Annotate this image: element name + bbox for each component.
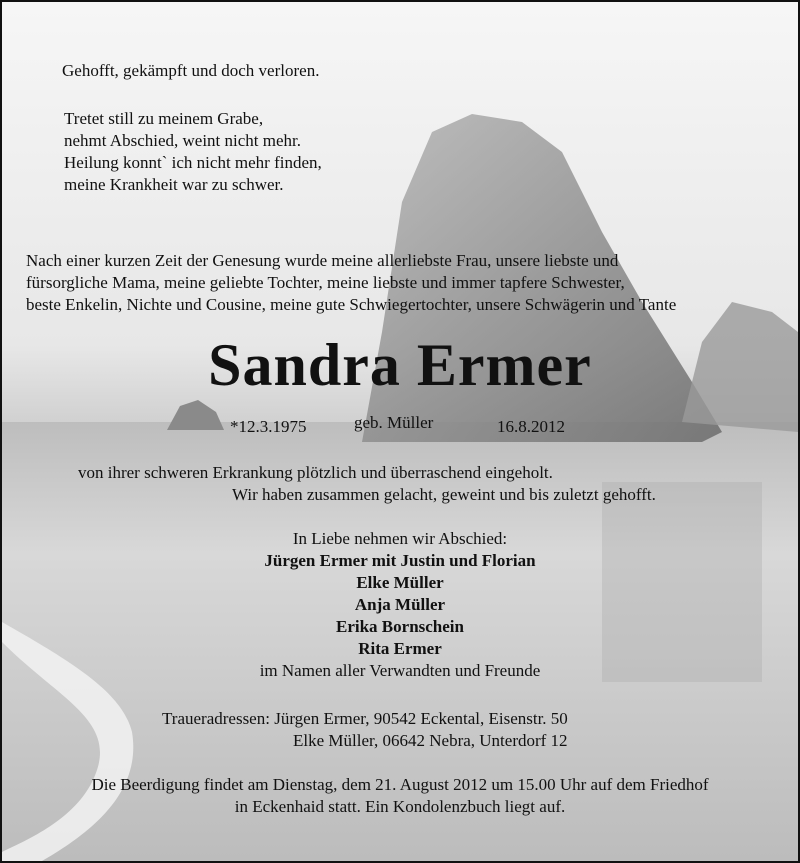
mourner-name: Erika Bornschein xyxy=(336,617,464,636)
birth-date: *12.3.1975 xyxy=(230,417,307,436)
poem-line: meine Krankheit war zu schwer. xyxy=(64,175,284,194)
poem-line: Tretet still zu meinem Grabe, xyxy=(64,109,264,128)
outro-line: Wir haben zusammen gelacht, geweint und bis zuletzt gehofft. xyxy=(232,485,656,504)
islet-shape xyxy=(167,400,224,430)
intro-line: beste Enkelin, Nichte und Cousine, meine gute Schwiegertochter, unsere Schwägerin und Tante xyxy=(26,295,677,314)
address-line: Traueradressen: Jürgen Ermer, 90542 Eckental, Eisenstr. 50 xyxy=(162,709,568,728)
funeral-line: in Eckenhaid statt. Ein Kondolenzbuch liegt auf. xyxy=(234,797,566,816)
deceased-name: Sandra Ermer xyxy=(208,332,592,398)
poem-line: Heilung konnt` ich nicht mehr finden, xyxy=(64,153,322,172)
address-line: Elke Müller, 06642 Nebra, Unterdorf 12 xyxy=(293,731,568,750)
poem-line: nehmt Abschied, weint nicht mehr. xyxy=(64,131,302,150)
death-date: 16.8.2012 xyxy=(497,417,565,436)
mourners-footer: im Namen aller Verwandten und Freunde xyxy=(259,661,541,680)
intro-line: Nach einer kurzen Zeit der Genesung wurde meine allerliebste Frau, unsere liebste und xyxy=(26,251,619,270)
mourner-name: Jürgen Ermer mit Justin und Florian xyxy=(264,551,536,570)
maiden-name: geb. Müller xyxy=(354,413,434,432)
poem-first-line: Gehofft, gekämpft und doch verloren. xyxy=(62,61,320,80)
outro-line: von ihrer schweren Erkrankung plötzlich und überraschend eingeholt. xyxy=(78,463,553,482)
funeral-line: Die Beerdigung findet am Dienstag, dem 21. August 2012 um 15.00 Uhr auf dem Friedhof xyxy=(91,775,709,794)
mourners-heading: In Liebe nehmen wir Abschied: xyxy=(292,529,508,548)
mourner-name: Rita Ermer xyxy=(358,639,442,658)
intro-line: fürsorgliche Mama, meine geliebte Tochter, meine liebste und immer tapfere Schwester, xyxy=(26,273,625,292)
mourner-name: Elke Müller xyxy=(356,573,444,592)
mourner-name: Anja Müller xyxy=(354,595,446,614)
